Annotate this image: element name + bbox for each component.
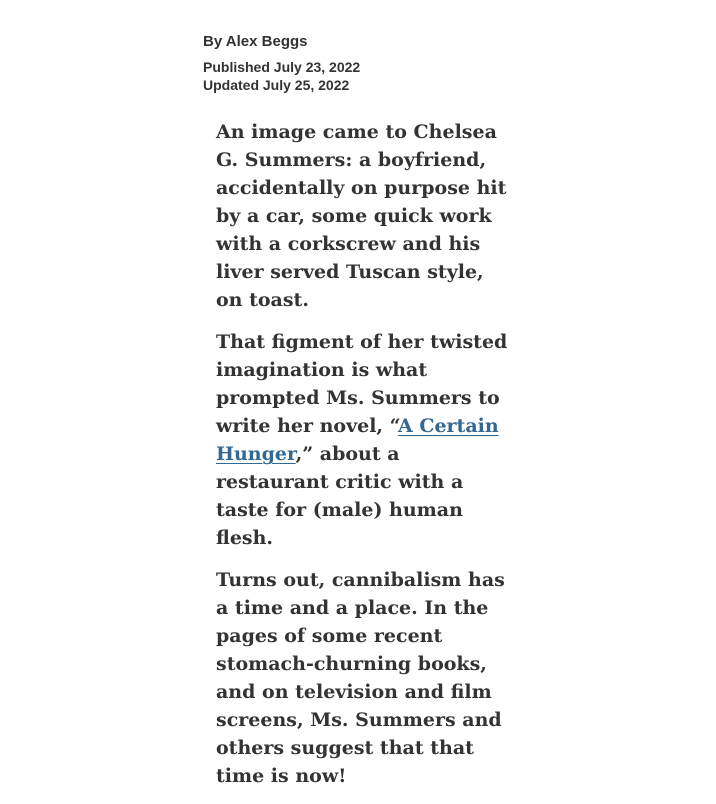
updated-date: Updated July 25, 2022 xyxy=(203,77,350,93)
paragraph-2-text-end: ,” about a restaurant critic with a taste for (male) human flesh. xyxy=(216,443,464,549)
article-paragraph-2 xyxy=(216,328,516,552)
article-paragraph-3: Turns out, cannibalism has a time and a place. In the pages of some recent stomach-churning books, and on television and film screens, Ms. Summers and others suggest that that time is now! xyxy=(216,569,505,787)
author-byline: By Alex Beggs xyxy=(203,33,308,50)
article-paragraph-1: An image came to Chelsea G. Summers: a boyfriend, accidentally on purpose hit by a car, some quick work with a corkscrew and his liver served Tuscan style, on toast. xyxy=(216,121,507,311)
article-meta xyxy=(203,32,523,94)
book-title-link[interactable]: A Certain Hunger xyxy=(216,415,499,465)
published-date: Published July 23, 2022 xyxy=(203,59,361,75)
paragraph-2-text-start: That figment of her twisted imagination is what prompted Ms. Summers to write her novel, “ xyxy=(216,331,508,437)
article-body xyxy=(216,118,516,804)
